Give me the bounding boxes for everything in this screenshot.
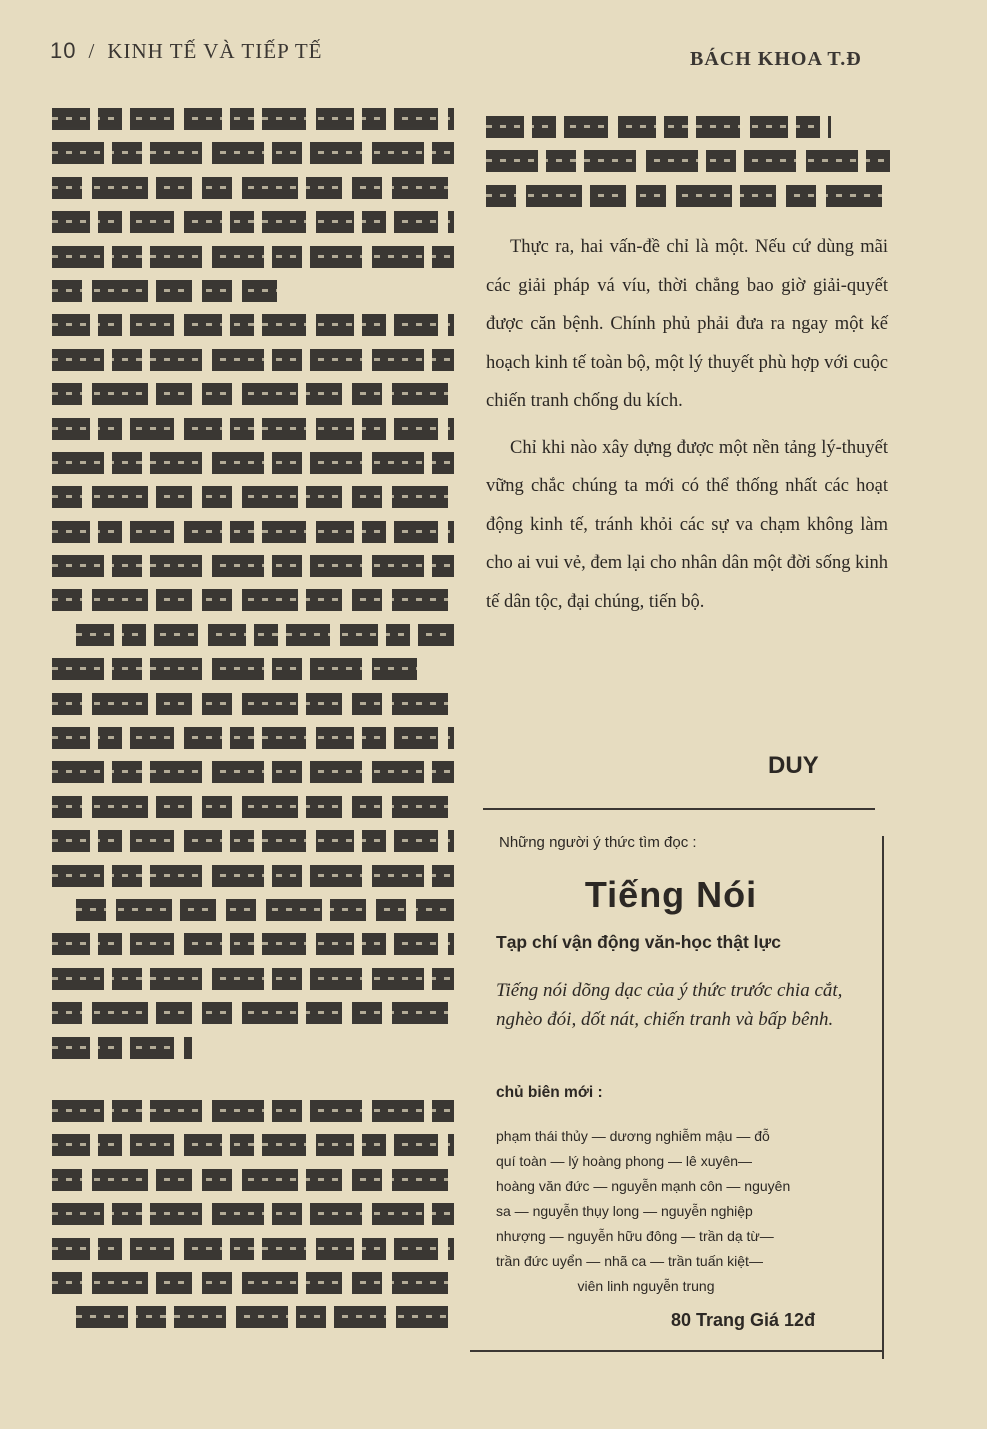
ad-border-top [483,808,875,810]
censored-line [52,555,454,577]
ad-subtitle: Tạp chí vận động văn-học thật lực [496,932,781,952]
ad-editors-list [496,1124,872,1299]
editors-line: phạm thái thủy — dương nghiễm mậu — đỗ [496,1128,770,1144]
censored-line [52,1272,454,1294]
editors-line: nhượng — nguyễn hữu đông — trần dạ từ— [496,1228,774,1244]
article-paragraph: Thực ra, hai vấn-đề chỉ là một. Nếu cứ dùng mãi các giải pháp vá víu, thời chẳng bao giờ giải-quyết được căn bệnh. Chính phủ phải đưa ra ngay một kế hoạch kinh tế toàn bộ, một lý thuyết phù hợp với cuộc chiến tranh chống du kích. [486,237,888,411]
censored-line [52,1002,454,1024]
censored-line [52,830,454,852]
censored-line [52,589,454,611]
section-title: KINH TẾ VÀ TIẾP TẾ [107,39,323,63]
censored-line [52,933,454,955]
censored-line [52,418,454,440]
magazine-title: BÁCH KHOA T.Đ [690,48,862,70]
censored-text-right-column [486,116,890,219]
censored-line [52,246,454,268]
censored-line [52,693,454,715]
censored-line [52,1238,454,1260]
page-number: 10 [50,38,77,63]
article-paragraph: Chỉ khi nào xây dựng được một nền tảng lý-thuyết vững chắc chúng ta mới có thể thống nhất các hoạt động kinh tế, tránh khỏi các sự va chạm không làm cho ai vui vẻ, đem lại cho nhân dân một đời sống kinh tế dân tộc, đại chúng, tiến bộ. [486,437,888,612]
ad-title: Tiếng Nói [584,874,758,915]
censored-line [52,1203,454,1225]
running-header-left [50,38,323,64]
censored-line [52,1037,192,1059]
censored-line [486,150,890,172]
ad-border-bottom [470,1350,884,1352]
editors-line: viên linh nguyễn trung [577,1278,715,1294]
censored-line [52,211,454,233]
censored-line [486,116,831,138]
censored-line [52,865,454,887]
author-signature: DUY [768,752,819,779]
ad-quote: Tiếng nói dõng dạc của ý thức trước chia cắt, nghèo đói, dốt nát, chiến tranh và bấp bênh. [496,980,843,1030]
ad-price: 80 Trang Giá 12đ [671,1310,816,1330]
censored-line [52,142,454,164]
censored-line [52,761,454,783]
censored-line [52,1134,454,1156]
ad-intro: Những người ý thức tìm đọc : [499,834,697,851]
editors-line: sa — nguyễn thụy long — nguyễn nghiệp [496,1203,753,1219]
censored-line [52,452,454,474]
header-separator: / [88,39,96,63]
censored-line [52,349,454,371]
censored-line [76,899,454,921]
censored-line [486,185,890,207]
censored-line [52,1100,454,1122]
censored-line [76,1306,454,1328]
editors-line: quí toàn — lý hoàng phong — lê xuyên— [496,1153,753,1169]
censored-line [52,177,454,199]
ad-border-right [882,836,884,1359]
censored-line [52,1169,454,1191]
editors-line: trần đức uyển — nhã ca — trần tuấn kiệt— [496,1253,763,1269]
censored-text-left-column-lower [52,1100,454,1341]
censored-line [52,727,454,749]
censored-line [52,521,454,543]
censored-line [52,314,454,336]
censored-line [52,280,277,302]
censored-line [52,108,454,130]
censored-line [52,968,454,990]
censored-line [76,624,454,646]
censored-line [52,658,417,680]
censored-line [52,383,454,405]
censored-text-left-column [52,108,454,1071]
editors-line: hoàng văn đức — nguyễn mạnh côn — nguyên [496,1178,791,1194]
ad-editors-label: chủ biên mới : [496,1084,603,1101]
censored-line [52,796,454,818]
censored-line [52,486,454,508]
article-body [486,228,888,621]
